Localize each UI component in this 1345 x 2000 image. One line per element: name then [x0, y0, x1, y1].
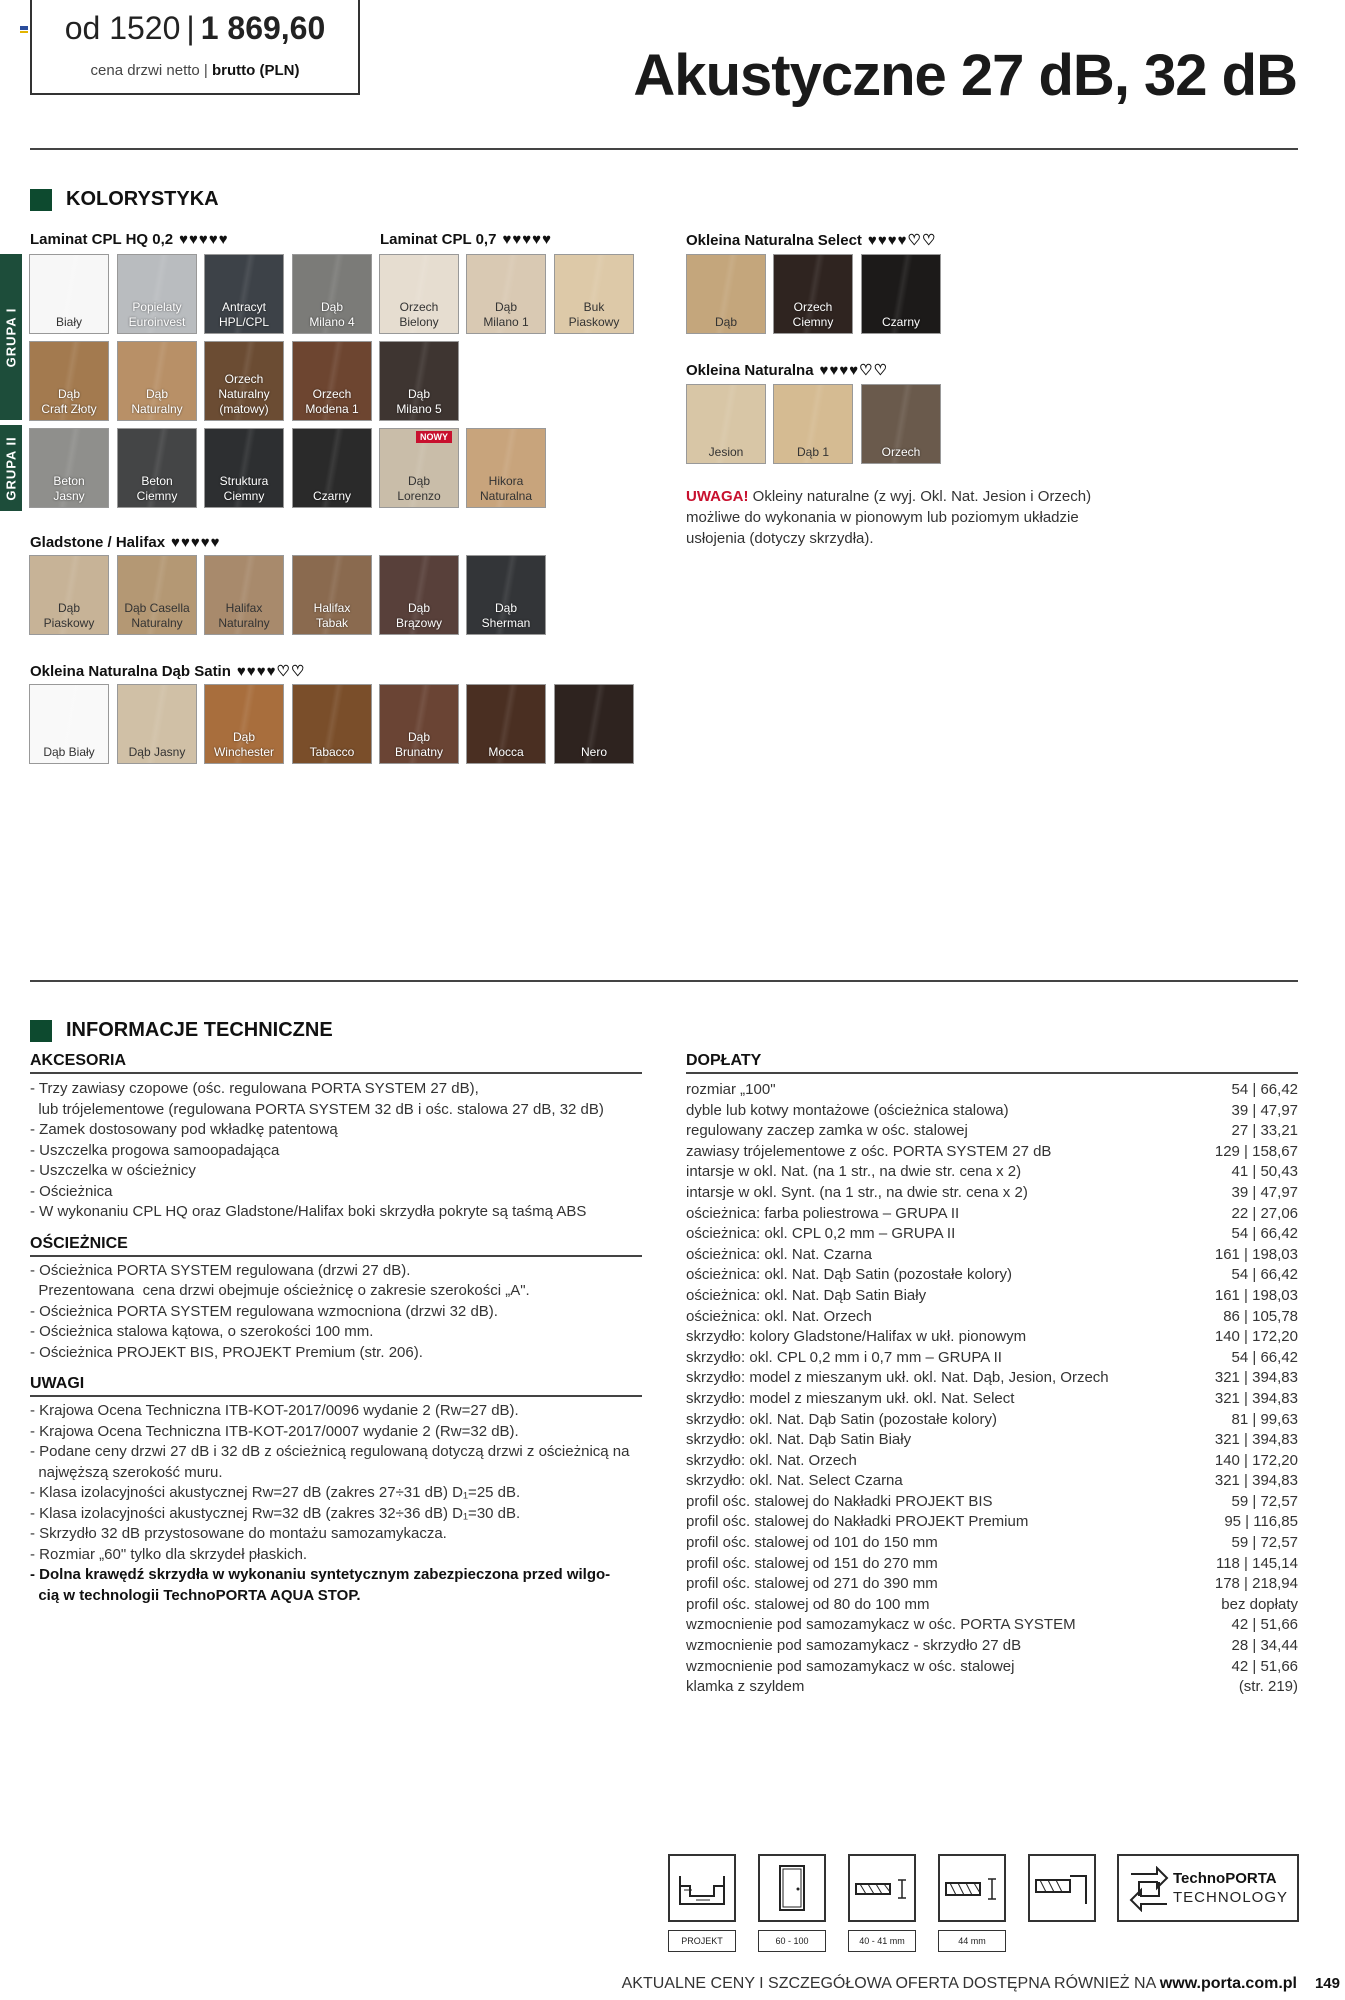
kolorystyka-title: KOLORYSTYKA: [66, 188, 219, 210]
swatch-label: Dąb 1: [796, 445, 830, 459]
doplata-price: 161 | 198,03: [1214, 1286, 1298, 1304]
tech-heading: [30, 1019, 333, 1042]
doplata-price: 321 | 394,83: [1214, 1431, 1298, 1449]
swatch-label: Popielaty Euroinvest: [128, 300, 186, 329]
swatch[interactable]: [292, 555, 372, 635]
swatch[interactable]: [292, 341, 372, 421]
swatch[interactable]: [29, 555, 109, 635]
doplata-price: 41 | 50,43: [1231, 1163, 1298, 1181]
dab-satin-title: [30, 662, 305, 680]
doplata-price: 22 | 27,06: [1231, 1204, 1298, 1222]
uwagi-heading: UWAGI: [30, 1375, 642, 1397]
left-column: [30, 1052, 642, 1606]
swatch[interactable]: [117, 254, 197, 334]
doplata-name: profil ośc. stalowej od 271 do 390 mm: [686, 1575, 938, 1593]
doplata-name: profil ośc. stalowej do Nakładki PROJEKT BIS: [686, 1492, 993, 1510]
finish-warning: [686, 486, 1206, 549]
doplata-row: [686, 1615, 1298, 1636]
price-sub-net: cena drzwi netto: [90, 62, 200, 79]
frame-profile-icon: [1028, 1854, 1096, 1922]
uwagi-list: [30, 1401, 642, 1606]
swatch[interactable]: [379, 341, 459, 421]
swatch-label: Orzech Ciemny: [792, 300, 834, 329]
swatch-label: Dąb Brązowy: [395, 601, 442, 630]
swatch-label: Dąb Lorenzo: [397, 474, 441, 503]
technoporta-subtitle: TECHNOLOGY: [1173, 1889, 1289, 1906]
price-gross: 1 869,60: [200, 10, 326, 46]
doplata-price: 140 | 172,20: [1214, 1451, 1298, 1469]
grupa-2-label: GRUPA II: [3, 435, 19, 501]
doplata-price: 54 | 66,42: [1231, 1266, 1298, 1284]
warning-text-1: Okleiny naturalne (z wyj. Okl. Nat. Jesion i Orzech): [748, 488, 1092, 505]
doplata-name: skrzydło: kolory Gladstone/Halifax w ukł. pionowym: [686, 1328, 1027, 1346]
swatch[interactable]: [204, 341, 284, 421]
swatch-label: Czarny: [881, 315, 920, 329]
flag-mark: [20, 26, 28, 30]
naturalna-title: [686, 361, 888, 379]
uwagi-item: - Skrzydło 32 dB przystosowane do montażu samozamykacza.: [30, 1525, 447, 1542]
warning-label: UWAGA!: [686, 488, 749, 505]
thickness-44-icon: [938, 1854, 1006, 1922]
projekt-frame-icon: [668, 1854, 736, 1922]
dab-satin-rating: ♥♥♥♥♡♡: [236, 663, 306, 680]
doplata-price: 39 | 47,97: [1231, 1183, 1298, 1201]
oscieznice-item: - Ościeżnica PORTA SYSTEM regulowana wzmocniona (drzwi 32 dB).: [30, 1302, 498, 1320]
section-square-icon: [30, 1020, 52, 1042]
swatch[interactable]: [292, 684, 372, 764]
doplata-row: [686, 1492, 1298, 1513]
uwagi-item: - Klasa izolacyjności akustycznej Rw=27 dB (zakres 27÷31 dB) D₁=25 dB.: [30, 1484, 521, 1501]
doplata-name: klamka z szyldem: [686, 1678, 805, 1696]
doplata-row: [686, 1142, 1298, 1163]
doplata-name: zawiasy trójelementowe z ośc. PORTA SYSTEM 27 dB: [686, 1142, 1052, 1160]
doplata-price: 39 | 47,97: [1231, 1101, 1298, 1119]
doplata-row: [686, 1245, 1298, 1266]
select-rating: ♥♥♥♥♡♡: [867, 232, 937, 249]
swatch-label: Tabacco: [309, 745, 355, 759]
swatch[interactable]: [29, 428, 109, 508]
swatch-label: Dąb Biały: [43, 745, 95, 759]
akcesoria-list: [30, 1079, 642, 1223]
doplata-name: profil ośc. stalowej od 151 do 270 mm: [686, 1554, 938, 1572]
doplata-row: [686, 1327, 1298, 1348]
swatch-label: Orzech Naturalny (matowy): [218, 372, 270, 416]
doplata-name: profil ośc. stalowej do Nakładki PROJEKT Premium: [686, 1513, 1029, 1531]
oscieznice-item: - Ościeżnica PROJEKT BIS, PROJEKT Premium (str. 206).: [30, 1343, 423, 1361]
swatch[interactable]: [292, 254, 372, 334]
swatch[interactable]: [204, 555, 284, 635]
doplata-name: intarsje w okl. Synt. (na 1 str., na dwie str. cena x 2): [686, 1183, 1028, 1201]
uwagi-item: - Rozmiar „60" tylko dla skrzydeł płaskich.: [30, 1545, 308, 1563]
doplata-row: [686, 1554, 1298, 1575]
swatch-label: Czarny: [312, 489, 351, 503]
footer-note: [622, 1975, 1297, 1993]
swatch-label: Dąb Milano 1: [483, 300, 529, 329]
new-badge: NOWY: [416, 431, 452, 443]
doplata-price: 140 | 172,20: [1214, 1328, 1298, 1346]
doplata-name: skrzydło: okl. Nat. Select Czarna: [686, 1472, 903, 1490]
swatch[interactable]: [117, 341, 197, 421]
doplata-price: 59 | 72,57: [1231, 1492, 1298, 1510]
doplata-price: 178 | 218,94: [1214, 1575, 1298, 1593]
doplata-price: 54 | 66,42: [1231, 1081, 1298, 1098]
doplata-price: bez dopłaty: [1221, 1595, 1298, 1613]
doplata-row: [686, 1101, 1298, 1122]
page-number: 149: [1314, 1975, 1340, 1992]
swatch-label: Dąb Craft Złoty: [41, 387, 97, 416]
grupa-1-tab: [0, 254, 22, 420]
swatch[interactable]: [773, 254, 853, 334]
swatch-label: Dąb Milano 5: [396, 387, 442, 416]
price-line: [32, 10, 358, 47]
doplata-row: [686, 1121, 1298, 1142]
tech-title: INFORMACJE TECHNICZNE: [66, 1019, 333, 1041]
swatch-label: Halifax Naturalny: [218, 601, 270, 630]
swatch[interactable]: [379, 428, 459, 508]
doplata-name: wzmocnienie pod samozamykacz - skrzydło 27 dB: [686, 1637, 1022, 1655]
naturalna-label: Okleina Naturalna: [686, 362, 814, 379]
doplata-price: 54 | 66,42: [1231, 1225, 1298, 1243]
warning-text-2: możliwe do wykonania w pionowym lub poziomym układzie: [686, 509, 1079, 526]
doplata-row: [686, 1677, 1298, 1698]
laminat-07-title: [380, 231, 552, 248]
swatch[interactable]: [379, 684, 459, 764]
swatch[interactable]: [466, 254, 546, 334]
swatch-label: Beton Ciemny: [136, 474, 178, 503]
swatch-label: Antracyt HPL/CPL: [218, 300, 270, 329]
doplata-price: 86 | 105,78: [1223, 1307, 1298, 1325]
gladstone-label: Gladstone / Halifax: [30, 534, 166, 551]
price-separator: |: [186, 10, 195, 46]
price-sub-gross: brutto (PLN): [211, 62, 300, 79]
akcesoria-item: - Zamek dostosowany pod wkładkę patentową: [30, 1121, 338, 1138]
akcesoria-item: - Uszczelka w ościeżnicy: [30, 1162, 196, 1179]
doplata-name: wzmocnienie pod samozamykacz w ośc. PORTA SYSTEM: [686, 1616, 1076, 1634]
swatch-label: Beton Jasny: [53, 474, 85, 503]
swatch-label: Halifax Tabak: [313, 601, 351, 630]
swatch-label: Jesion: [708, 445, 744, 459]
technoporta-title: TechnoPORTA: [1173, 1870, 1277, 1887]
doplata-name: intarsje w okl. Nat. (na 1 str., na dwie str. cena x 2): [686, 1163, 1022, 1181]
swatch-label: Orzech Modena 1: [305, 387, 359, 416]
swatch[interactable]: [861, 254, 941, 334]
doplata-row: [686, 1348, 1298, 1369]
doplata-name: ościeżnica: okl. Nat. Czarna: [686, 1245, 872, 1263]
doplata-name: ościeżnica: okl. Nat. Orzech: [686, 1307, 872, 1325]
swatch[interactable]: [204, 254, 284, 334]
doplata-price: (str. 219): [1238, 1678, 1298, 1696]
doplata-name: ościeżnica: okl. CPL 0,2 mm – GRUPA II: [686, 1225, 956, 1243]
dab-satin-label: Okleina Naturalna Dąb Satin: [30, 663, 231, 680]
page-title: Akustyczne 27 dB, 32 dB: [633, 43, 1297, 108]
swatch-label: Struktura Ciemny: [219, 474, 269, 503]
doplata-name: skrzydło: okl. Nat. Dąb Satin (pozostałe kolory): [686, 1410, 997, 1428]
doplata-price: 95 | 116,85: [1224, 1513, 1298, 1531]
swatch-label: Dąb Naturalny: [131, 387, 183, 416]
door-size-icon: [758, 1854, 826, 1922]
doplata-name: skrzydło: okl. Nat. Dąb Satin Biały: [686, 1431, 912, 1449]
laminat-hq-rating: ♥♥♥♥♥: [179, 231, 229, 248]
doplata-name: ościeżnica: okl. Nat. Dąb Satin (pozostałe kolory): [686, 1266, 1012, 1284]
icon-caption: 44 mm: [938, 1930, 1006, 1952]
doplata-row: [686, 1204, 1298, 1225]
doplata-price: 54 | 66,42: [1231, 1348, 1298, 1366]
doplata-row: [686, 1451, 1298, 1472]
akcesoria-item: - Trzy zawiasy czopowe (ośc. regulowana PORTA SYSTEM 27 dB),: [30, 1080, 479, 1097]
akcesoria-item: - Uszczelka progowa samoopadająca: [30, 1141, 280, 1159]
doplata-name: profil ośc. stalowej od 80 do 100 mm: [686, 1595, 930, 1613]
icon-caption: PROJEKT: [668, 1930, 736, 1952]
warning-line-1: [686, 486, 1206, 507]
doplata-row: [686, 1636, 1298, 1657]
swatch[interactable]: [117, 428, 197, 508]
doplata-name: ościeżnica: okl. Nat. Dąb Satin Biały: [686, 1286, 927, 1304]
doplata-name: skrzydło: model z mieszanym ukł. okl. Nat. Select: [686, 1389, 1015, 1407]
doplata-price: 321 | 394,83: [1214, 1389, 1298, 1407]
swatch-label: Orzech Bielony: [399, 300, 439, 329]
doplata-name: ościeżnica: farba poliestrowa – GRUPA II: [686, 1204, 960, 1222]
uwagi-item: najwęższą szerokość muru.: [30, 1463, 223, 1481]
uwagi-item: - Krajowa Ocena Techniczna ITB-KOT-2017/0007 wydanie 2 (Rw=32 dB).: [30, 1422, 519, 1440]
swatch-label: Orzech: [881, 445, 921, 459]
doplata-name: dyble lub kotwy montażowe (ościeżnica stalowa): [686, 1101, 1009, 1119]
header-divider: [30, 148, 1298, 150]
laminat-hq-label: Laminat CPL HQ 0,2: [30, 231, 174, 248]
doplata-price: 42 | 51,66: [1231, 1657, 1298, 1675]
doplata-price: 42 | 51,66: [1231, 1616, 1298, 1634]
doplata-price: 321 | 394,83: [1214, 1369, 1298, 1387]
price-box: [30, 0, 360, 95]
doplata-row: [686, 1574, 1298, 1595]
doplata-row: [686, 1410, 1298, 1431]
doplata-row: [686, 1512, 1298, 1533]
doplata-price: 59 | 72,57: [1231, 1534, 1298, 1552]
technoporta-badge: [1117, 1854, 1299, 1922]
price-from: od 1520: [64, 10, 181, 46]
laminat-07-rating: ♥♥♥♥♥: [502, 231, 552, 248]
doplaty-list: [686, 1080, 1298, 1698]
doplata-row: [686, 1286, 1298, 1307]
doplata-row: [686, 1657, 1298, 1678]
laminat-hq-title: [30, 231, 229, 248]
swatch-label: Dąb Brunatny: [394, 730, 444, 759]
doplata-name: regulowany zaczep zamka w ośc. stalowej: [686, 1122, 968, 1140]
swatch[interactable]: [554, 254, 634, 334]
doplata-price: 27 | 33,21: [1231, 1122, 1298, 1140]
uwagi-item-bold: cią w technologii TechnoPORTA AQUA STOP.: [30, 1586, 361, 1604]
uwagi-item: - Podane ceny drzwi 27 dB i 32 dB z ościeżnicą regulowaną dotyczą drzwi z ościeżnicą na: [30, 1443, 630, 1460]
grupa-2-tab: [0, 425, 22, 511]
doplata-price: 129 | 158,67: [1214, 1142, 1298, 1160]
doplata-row: [686, 1471, 1298, 1492]
swatch[interactable]: [466, 684, 546, 764]
swatch[interactable]: [29, 254, 109, 334]
doplata-row: [686, 1162, 1298, 1183]
laminat-07-label: Laminat CPL 0,7: [380, 231, 497, 248]
doplata-row: [686, 1183, 1298, 1204]
doplata-row: [686, 1389, 1298, 1410]
doplata-row: [686, 1265, 1298, 1286]
oscieznice-item: - Ościeżnica PORTA SYSTEM regulowana (drzwi 27 dB).: [30, 1261, 411, 1279]
akcesoria-item: - W wykonaniu CPL HQ oraz Gladstone/Halifax boki skrzydła pokryte są taśmą ABS: [30, 1203, 587, 1220]
swatch-label: Dąb Jasny: [128, 745, 186, 759]
doplata-name: skrzydło: model z mieszanym ukł. okl. Nat. Dąb, Jesion, Orzech: [686, 1369, 1109, 1387]
select-label: Okleina Naturalna Select: [686, 232, 862, 249]
doplata-row: [686, 1224, 1298, 1245]
flag-mark-accent: [20, 31, 28, 33]
section-square-icon: [30, 189, 52, 211]
gladstone-rating: ♥♥♥♥♥: [171, 534, 221, 551]
swatch[interactable]: [379, 254, 459, 334]
naturalna-rating: ♥♥♥♥♡♡: [819, 362, 889, 379]
swatch[interactable]: [466, 555, 546, 635]
swatch[interactable]: [554, 684, 634, 764]
swatch[interactable]: [773, 384, 853, 464]
gladstone-title: [30, 534, 221, 551]
swatch-label: Nero: [580, 745, 607, 759]
price-subtitle: cena drzwi netto | brutto (PLN): [90, 62, 300, 79]
footer-url[interactable]: www.porta.com.pl: [1159, 1975, 1297, 1992]
doplata-name: rozmiar „100": [686, 1081, 776, 1098]
doplata-price: 28 | 34,44: [1231, 1637, 1298, 1655]
icon-caption: 40 - 41 mm: [848, 1930, 916, 1952]
thickness-40-icon: [848, 1854, 916, 1922]
doplata-name: skrzydło: okl. Nat. Orzech: [686, 1451, 857, 1469]
doplaty-heading: DOPŁATY: [686, 1052, 1298, 1074]
swatch[interactable]: [686, 384, 766, 464]
swatch[interactable]: [117, 684, 197, 764]
swatch[interactable]: [29, 684, 109, 764]
swatch[interactable]: [379, 555, 459, 635]
swatch[interactable]: [204, 428, 284, 508]
doplata-row: [686, 1430, 1298, 1451]
uwagi-item-bold: - Dolna krawędź skrzydła w wykonaniu syntetycznym zabezpieczona przed wilgo-: [30, 1566, 611, 1583]
swatch[interactable]: [292, 428, 372, 508]
swatch-label: Dąb Milano 4: [309, 300, 355, 329]
uwagi-item: - Klasa izolacyjności akustycznej Rw=32 dB (zakres 32÷36 dB) D₁=30 dB.: [30, 1504, 521, 1522]
swatch-label: Dąb: [714, 315, 737, 329]
doplata-name: skrzydło: okl. CPL 0,2 mm i 0,7 mm – GRUPA II: [686, 1348, 1002, 1366]
icon-caption: 60 - 100: [758, 1930, 826, 1952]
swatch[interactable]: [29, 341, 109, 421]
swatch[interactable]: [466, 428, 546, 508]
tech-divider: [30, 980, 1298, 982]
swatch-label: Dąb Winchester: [213, 730, 275, 759]
swatch-label: Dąb Casella Naturalny: [124, 601, 190, 630]
doplata-price: 321 | 394,83: [1214, 1472, 1298, 1490]
doplata-name: wzmocnienie pod samozamykacz w ośc. stalowej: [686, 1657, 1015, 1675]
doplaty-column: [686, 1052, 1298, 1698]
footer-text: AKTUALNE CENY I SZCZEGÓŁOWA OFERTA DOSTĘPNA RÓWNIEŻ NA: [621, 1975, 1160, 1992]
doplata-row: [686, 1307, 1298, 1328]
uwagi-item: - Krajowa Ocena Techniczna ITB-KOT-2017/0096 wydanie 2 (Rw=27 dB).: [30, 1402, 519, 1419]
swatch[interactable]: [686, 254, 766, 334]
swatch-label: Mocca: [488, 745, 524, 759]
doplata-name: profil ośc. stalowej od 101 do 150 mm: [686, 1534, 938, 1552]
kolorystyka-heading: [30, 188, 219, 211]
akcesoria-heading: AKCESORIA: [30, 1052, 642, 1074]
select-title: [686, 231, 936, 249]
swatch[interactable]: [861, 384, 941, 464]
doplata-row: [686, 1080, 1298, 1101]
swatch-label: Dąb Piaskowy: [43, 601, 95, 630]
doplata-price: 118 | 145,14: [1215, 1554, 1298, 1572]
doplata-price: 161 | 198,03: [1214, 1245, 1298, 1263]
swatch-label: Buk Piaskowy: [568, 300, 620, 329]
warning-text-3: usłojenia (dotyczy skrzydła).: [686, 530, 874, 547]
oscieznice-list: [30, 1261, 642, 1364]
swatch-label: Dąb Sherman: [481, 601, 531, 630]
doplata-row: [686, 1533, 1298, 1554]
swatch[interactable]: [204, 684, 284, 764]
swatch-label: Biały: [55, 315, 82, 329]
swatch-label: Hikora Naturalna: [479, 474, 533, 503]
akcesoria-item: - Ościeżnica: [30, 1182, 113, 1200]
doplata-price: 81 | 99,63: [1231, 1410, 1298, 1428]
grupa-1-label: GRUPA I: [3, 307, 19, 367]
technoporta-arrows-icon: [1127, 1866, 1171, 1912]
akcesoria-item: lub trójelementowe (regulowana PORTA SYSTEM 32 dB i ośc. stalowa 27 dB, 32 dB): [30, 1100, 604, 1118]
doplata-row: [686, 1368, 1298, 1389]
swatch[interactable]: [117, 555, 197, 635]
oscieznice-item: - Ościeżnica stalowa kątowa, o szerokości 100 mm.: [30, 1323, 374, 1340]
oscieznice-item: Prezentowana cena drzwi obejmuje ościeżnicę o zakresie szerokości „A".: [30, 1282, 530, 1299]
doplata-row: [686, 1595, 1298, 1616]
oscieznice-heading: OŚCIEŻNICE: [30, 1235, 642, 1257]
